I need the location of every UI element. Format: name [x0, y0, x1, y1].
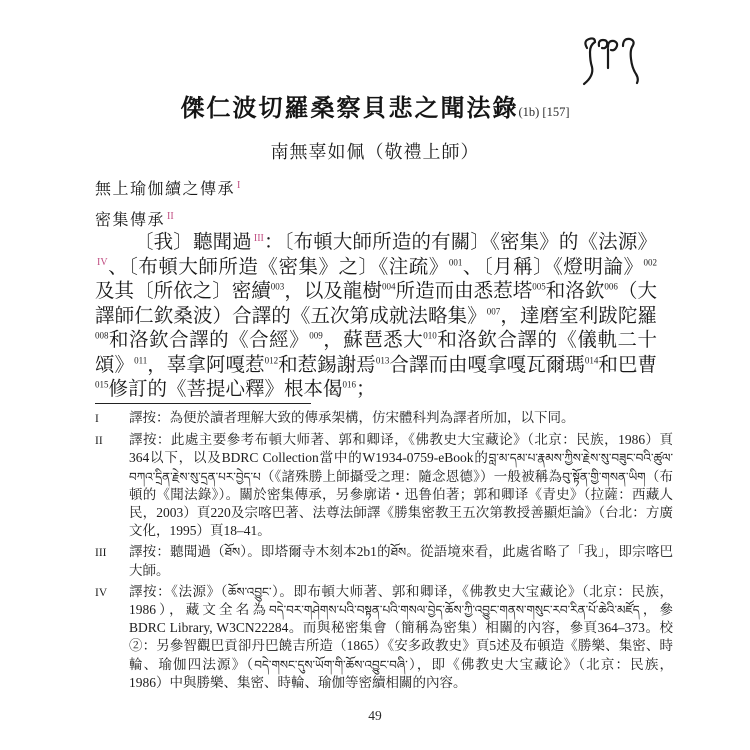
text-segment: 和巴曹 — [598, 354, 657, 376]
text-segment: （大譯師仁欽桑波）合譯的《五次第成就法略集》 — [95, 281, 657, 327]
note-reference-007: 007 — [486, 306, 501, 316]
text-segment: ，達磨室利跋陀羅 — [500, 305, 657, 327]
section-heading-anuttarayoga — [95, 174, 655, 205]
text-segment: ，以及龍樹 — [284, 281, 382, 302]
footnote-label: I — [95, 413, 99, 425]
text-segment: （《諸殊勝上師攝受之理：隨念恩德》）一般被稱為 — [260, 468, 563, 484]
footnote-I — [95, 409, 673, 428]
note-reference-008: 008 — [95, 330, 109, 341]
page-number: 49 — [368, 708, 382, 723]
page-title — [0, 88, 750, 123]
text-segment: ，辜拿阿嘎惹 — [147, 354, 265, 376]
tibetan-text: བླ་མ་དམ་པ་རྣམས་ཀྱིས་རྗེས་སུ་བཟུང་བའི་ཚུལ་བཀའ་དྲིན་རྗེས་སུ་དྲན་པར་བྱེད་པ — [129, 451, 673, 484]
body-paragraph — [95, 231, 657, 403]
footnote-label: IV — [95, 586, 108, 599]
note-reference-016: 016 — [342, 379, 357, 390]
footnote-text — [129, 583, 673, 692]
footnote-IV — [95, 583, 673, 692]
tibetan-text: ཆོས་འབྱུང་ — [227, 584, 272, 599]
footnote-separator — [95, 403, 311, 404]
text-segment: 譯按：為便於讀者理解大致的傳承架構，仿宋體科判為譯者所加，以下同。 — [129, 410, 575, 425]
note-reference-012: 012 — [264, 355, 279, 365]
title-text: 傑仁波切羅桑察貝悲之聞法錄 — [180, 96, 519, 122]
text-segment: ，參BDRC Library, W3CN22284。而與秘密集會（簡稱為密集）相關的內容，參頁364–373。校②：另參智觀巴貢卻丹巴饒吉所造（1865）《安多政教史》頁5述及布頓造《勝樂、集密、時輪、瑜伽四法源》（ — [129, 602, 674, 672]
note-reference-014: 014 — [584, 355, 599, 365]
text-segment: 和洛欽合譯的《合經》 — [108, 330, 310, 351]
text-segment: 、〔月稱〕《燈明論》 — [462, 256, 644, 278]
note-reference-002: 002 — [643, 257, 657, 267]
note-reference-004: 004 — [382, 281, 396, 292]
text-segment: 和洛欽合譯的《儀軌二十頌》 — [95, 330, 657, 376]
tibetan-text: ཐོས — [390, 545, 407, 560]
footnote-label: III — [95, 547, 107, 560]
text-segment: ； — [356, 379, 376, 400]
heading-note-ref: II — [167, 210, 174, 222]
folio-reference: (1b) [157] — [518, 105, 570, 119]
note-reference-001: 001 — [448, 257, 463, 267]
text-segment: 所造而由悉惹塔 — [395, 281, 533, 302]
text-segment: 〔我〕聽聞過 — [134, 232, 252, 253]
heading-text: 密集傳承 — [95, 212, 166, 229]
note-reference-III: III — [253, 232, 264, 244]
note-reference-011: 011 — [134, 355, 148, 365]
text-segment: 。從語境來看，此處省略了「我」，即宗喀巴大師。 — [129, 544, 674, 578]
footnote-label: II — [95, 435, 103, 448]
text-segment: ，蘇琶悉大 — [322, 330, 424, 351]
note-reference-IV: IV — [97, 257, 108, 268]
text-segment: ）。即布頓大师著、郭和卿译，《佛教史大宝藏论》（北京：民族，1986），藏文全名為 — [129, 583, 674, 618]
footnote-II — [95, 431, 673, 540]
footnotes-section — [95, 409, 673, 695]
text-segment: 合譯而由嘎拿嘎瓦爾瑪 — [389, 354, 585, 376]
tibetan-text: བདེ་གསང་དུས་ཡོག་གི་ཆོས་འབྱུང་བཞི་ — [254, 657, 408, 672]
text-segment: ）。即塔爾寺木刻本2b1的 — [240, 544, 391, 560]
footnote-III — [95, 543, 673, 579]
text-segment: 和洛欽 — [545, 281, 605, 302]
footnote-text — [129, 543, 673, 579]
tibetan-text: བུ་སྟོན་གྱི་གསན་ཡིག — [562, 469, 646, 484]
note-reference-010: 010 — [423, 330, 437, 341]
text-segment: （布頓的《聞法錄》）。關於密集傳承，另參廓诺・迅鲁伯著；郭和卿译《青史》（拉薩：西藏人民，2003）頁220及宗喀巴著、法尊法師譯《勝集密教王五次第教授善顯炬論》（台北：方廣文化，1995）頁18–41。 — [129, 468, 674, 539]
tibetan-text: བདེ་བར་གཤེགས་པའི་བསྟན་པའི་གསལ་བྱེད་ཆོས་ཀྱི་འབྱུང་གནས་གསུང་རབ་རིན་པོ་ཆེའི་མཛོད — [269, 603, 640, 618]
text-segment: ：〔布頓大師所造的有關〕《密集》的《法源》 — [263, 232, 657, 253]
note-reference-003: 003 — [270, 281, 285, 292]
text-segment: 及其〔所依之〕密續 — [95, 281, 271, 302]
text-segment: 譯按：此處主要參考布頓大师著、郭和卿译，《佛教史大宝藏论》（北京：民族，1986）頁364以下，以及BDRC Collection當中的W1934-0759-eBook的 — [129, 432, 673, 466]
note-reference-009: 009 — [309, 330, 323, 341]
dedication-line: 南無辜如佩（敬禮上師） — [270, 142, 480, 162]
note-reference-005: 005 — [532, 281, 546, 292]
section-headings — [95, 174, 655, 236]
tibetan-text: ཐོས — [224, 545, 241, 560]
tibetan-ka-icon — [574, 34, 640, 90]
note-reference-013: 013 — [375, 355, 390, 365]
text-segment: 修訂的《菩提心釋》根本偈 — [108, 379, 343, 400]
text-segment: 和惹錫謝焉 — [278, 354, 376, 376]
note-reference-015: 015 — [95, 379, 109, 390]
footnote-text — [129, 409, 673, 428]
text-segment: 譯按：《法源》（ — [129, 583, 228, 599]
text-segment: ），即《佛教史大宝藏论》（北京：民族，1986）中與勝樂、集密、時輪、瑜伽等密續相關的內容。 — [129, 656, 674, 690]
heading-note-ref: I — [237, 179, 241, 191]
footnote-text — [129, 431, 673, 540]
note-reference-006: 006 — [604, 281, 618, 292]
heading-text: 無上瑜伽續之傳承 — [95, 181, 236, 198]
text-segment: 、〔布頓大師所造《密集》之〕《注疏》 — [107, 256, 449, 278]
text-segment: 譯按：聽聞過（ — [129, 544, 225, 560]
